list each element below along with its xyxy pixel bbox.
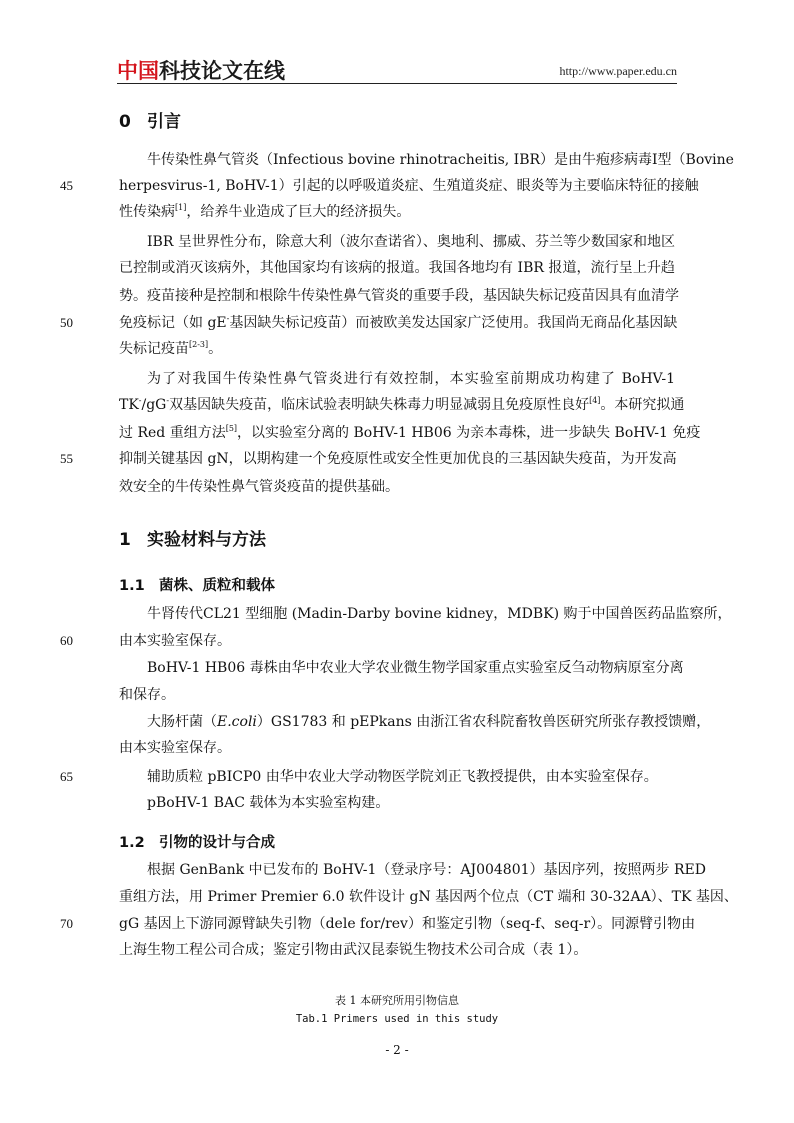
- paragraph-line: 已控制或消灭该病外，其他国家均有该病的报道。我国各地均有 IBR 报道，流行呈上升趋: [119, 260, 675, 276]
- paragraph-line: herpesvirus-1, BoHV-1）引起的以呼吸道炎症、生殖道炎症、眼炎等为主要临床特征的接触: [119, 178, 699, 194]
- paragraph-line: 过 Red 重组方法[5]，以实验室分离的 BoHV-1 HB06 为亲本毒株，进一步缺失 BoHV-1 免疫: [119, 424, 701, 441]
- paragraph-line: IBR 呈世界性分布，除意大利（波尔查诺省）、奥地利、挪威、芬兰等少数国家和地区: [147, 234, 675, 250]
- paragraph-line: 性传染病[1]，给养牛业造成了巨大的经济损失。: [119, 203, 411, 220]
- paragraph-line: 牛传染性鼻气管炎（Infectious bovine rhinotracheitis, IBR）是由牛疱疹病毒Ⅰ型（Bovine: [147, 152, 734, 168]
- line-number: 65: [60, 769, 73, 784]
- paragraph-line: TK-/gG-双基因缺失疫苗，临床试验表明缺失株毒力明显减弱且免疫原性良好[4]。本研究拟通: [119, 396, 685, 413]
- page-header: [117, 58, 677, 84]
- page-number: - 2 -: [385, 1043, 409, 1057]
- paragraph-line: 失标记疫苗[2-3]。: [119, 340, 223, 357]
- paragraph-line: pBoHV-1 BAC 载体为本实验室构建。: [147, 795, 390, 811]
- paragraph-line: gG 基因上下游同源臂缺失引物（dele for/rev）和鉴定引物（seq-f、seq-r）。同源臂引物由: [119, 916, 696, 932]
- paragraph-line: 大肠杆菌（E.coli）GS1783 和 pEPkans 由浙江省农科院畜牧兽医研究所张存教授馈赠，: [147, 714, 711, 730]
- citation: [4]: [589, 396, 601, 405]
- journal-logo: 中国科技论文在线: [117, 59, 285, 83]
- paragraph-line: 抑制关键基因 gN，以期构建一个免疫原性或安全性更加优良的三基因缺失疫苗，为开发高: [119, 451, 677, 467]
- table-caption-en: Tab.1 Primers used in this study: [295, 1013, 499, 1025]
- paragraph-line: 由本实验室保存。: [119, 740, 231, 756]
- table-caption-cn: 表 1 本研究所用引物信息: [335, 994, 459, 1007]
- paragraph-line: 效安全的牛传染性鼻气管炎疫苗的提供基础。: [119, 479, 399, 495]
- paragraph-line: 上海生物工程公司合成；鉴定引物由武汉昆泰锐生物技术公司合成（表 1）。: [119, 942, 588, 958]
- header-url[interactable]: http://www.paper.edu.cn: [559, 64, 677, 78]
- paragraph-line: 为了对我国牛传染性鼻气管炎进行有效控制，本实验室前期成功构建了 BoHV-1: [147, 371, 675, 387]
- paragraph-line: BoHV-1 HB06 毒株由华中农业大学农业微生物学国家重点实验室反刍动物病原室分离: [147, 660, 684, 676]
- citation: [2-3]: [189, 340, 209, 349]
- paragraph-line: 根据 GenBank 中已发布的 BoHV-1（登录序号：AJ004801）基因序列，按照两步 RED: [147, 862, 706, 878]
- section-heading-methods: 1 实验材料与方法: [119, 530, 266, 550]
- line-number: 50: [60, 315, 73, 330]
- paragraph-line: 重组方法，用 Primer Premier 6.0 软件设计 gN 基因两个位点（CT 端和 30-32AA）、TK 基因、: [119, 889, 738, 905]
- paragraph-line: 免疫标记（如 gE-基因缺失标记疫苗）而被欧美发达国家广泛使用。我国尚无商品化基因缺: [119, 314, 678, 331]
- paragraph-line: 势。疫苗接种是控制和根除牛传染性鼻气管炎的重要手段，基因缺失标记疫苗因具有血清学: [119, 288, 679, 304]
- section-heading-introduction: 0 引言: [119, 112, 181, 132]
- line-number: 70: [60, 916, 73, 931]
- line-number: 55: [60, 451, 73, 466]
- paragraph-line: 牛肾传代CL21 型细胞 (Madin-Darby bovine kidney，MDBK) 购于中国兽医药品监察所，: [147, 606, 732, 622]
- paragraph-line: 和保存。: [119, 687, 175, 703]
- paragraph-line: 辅助质粒 pBICP0 由华中农业大学动物医学院刘正飞教授提供，由本实验室保存。: [147, 769, 658, 785]
- citation: [1]: [175, 203, 187, 212]
- line-number: 45: [60, 178, 73, 193]
- header-rule: [117, 83, 677, 84]
- paragraph-line: 由本实验室保存。: [119, 633, 231, 649]
- subsection-heading: 1.2 引物的设计与合成: [119, 835, 275, 851]
- subsection-heading: 1.1 菌株、质粒和载体: [119, 578, 275, 594]
- line-number: 60: [60, 633, 73, 648]
- citation: [5]: [225, 424, 238, 433]
